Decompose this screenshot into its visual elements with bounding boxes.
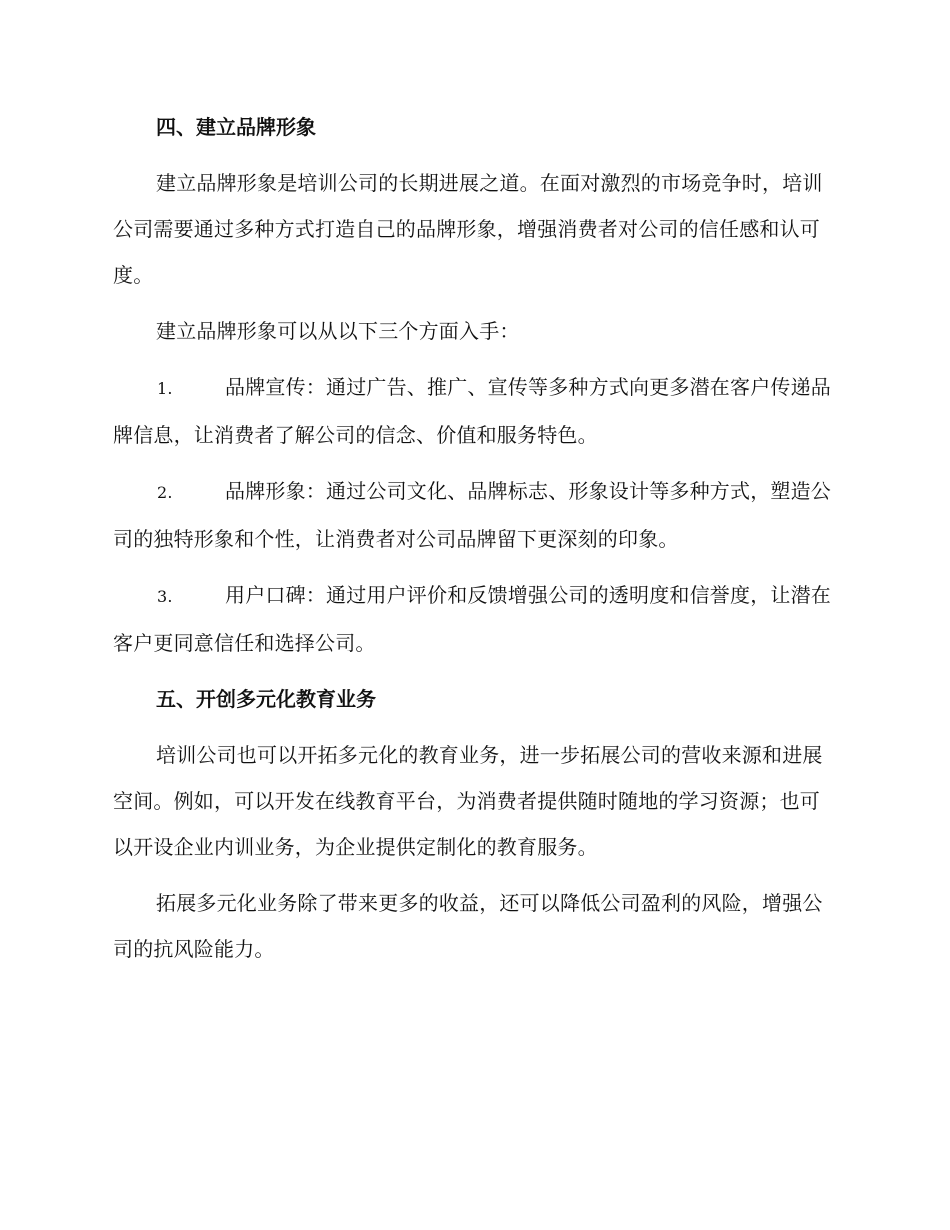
- section-5-heading: 五、开创多元化教育业务: [156, 687, 376, 711]
- section-5-paragraph-2: 拓展多元化业务除了带来更多的收益，还可以降低公司盈利的风险，增强公司的抗风险能力。: [113, 891, 823, 961]
- list-item-text: 品牌宣传：通过广告、推广、宣传等多种方式向更多潜在客户传递品牌信息，让消费者了解公司的信念、价值和服务特色。: [113, 375, 831, 447]
- list-item-number: 1.: [157, 379, 173, 398]
- list-item-text: 用户口碑：通过用户评价和反馈增强公司的透明度和信誉度，让潜在客户更同意信任和选择公司。: [113, 583, 831, 655]
- section-4-heading: 四、建立品牌形象: [156, 115, 316, 139]
- section-4-paragraph-2: 建立品牌形象可以从以下三个方面入手：: [156, 319, 520, 343]
- list-item-text: 品牌形象：通过公司文化、品牌标志、形象设计等多种方式，塑造公司的独特形象和个性，让消费者对公司品牌留下更深刻的印象。: [113, 479, 831, 551]
- list-item-1: [113, 364, 833, 458]
- section-5-paragraph-1: 培训公司也可以开拓多元化的教育业务，进一步拓展公司的营收来源和进展空间。例如，可以开发在线教育平台，为消费者提供随时随地的学习资源；也可以开设企业内训业务，为企业提供定制化的教育服务。: [113, 743, 823, 859]
- list-item-3: [113, 572, 833, 666]
- list-item-number: 3.: [157, 587, 173, 606]
- list-item-number: 2.: [157, 483, 173, 502]
- list-item-2: [113, 468, 833, 562]
- section-4-paragraph-1: 建立品牌形象是培训公司的长期进展之道。在面对激烈的市场竞争时，培训公司需要通过多种方式打造自己的品牌形象，增强消费者对公司的信任感和认可度。: [113, 171, 823, 287]
- document-page: [113, 104, 833, 982]
